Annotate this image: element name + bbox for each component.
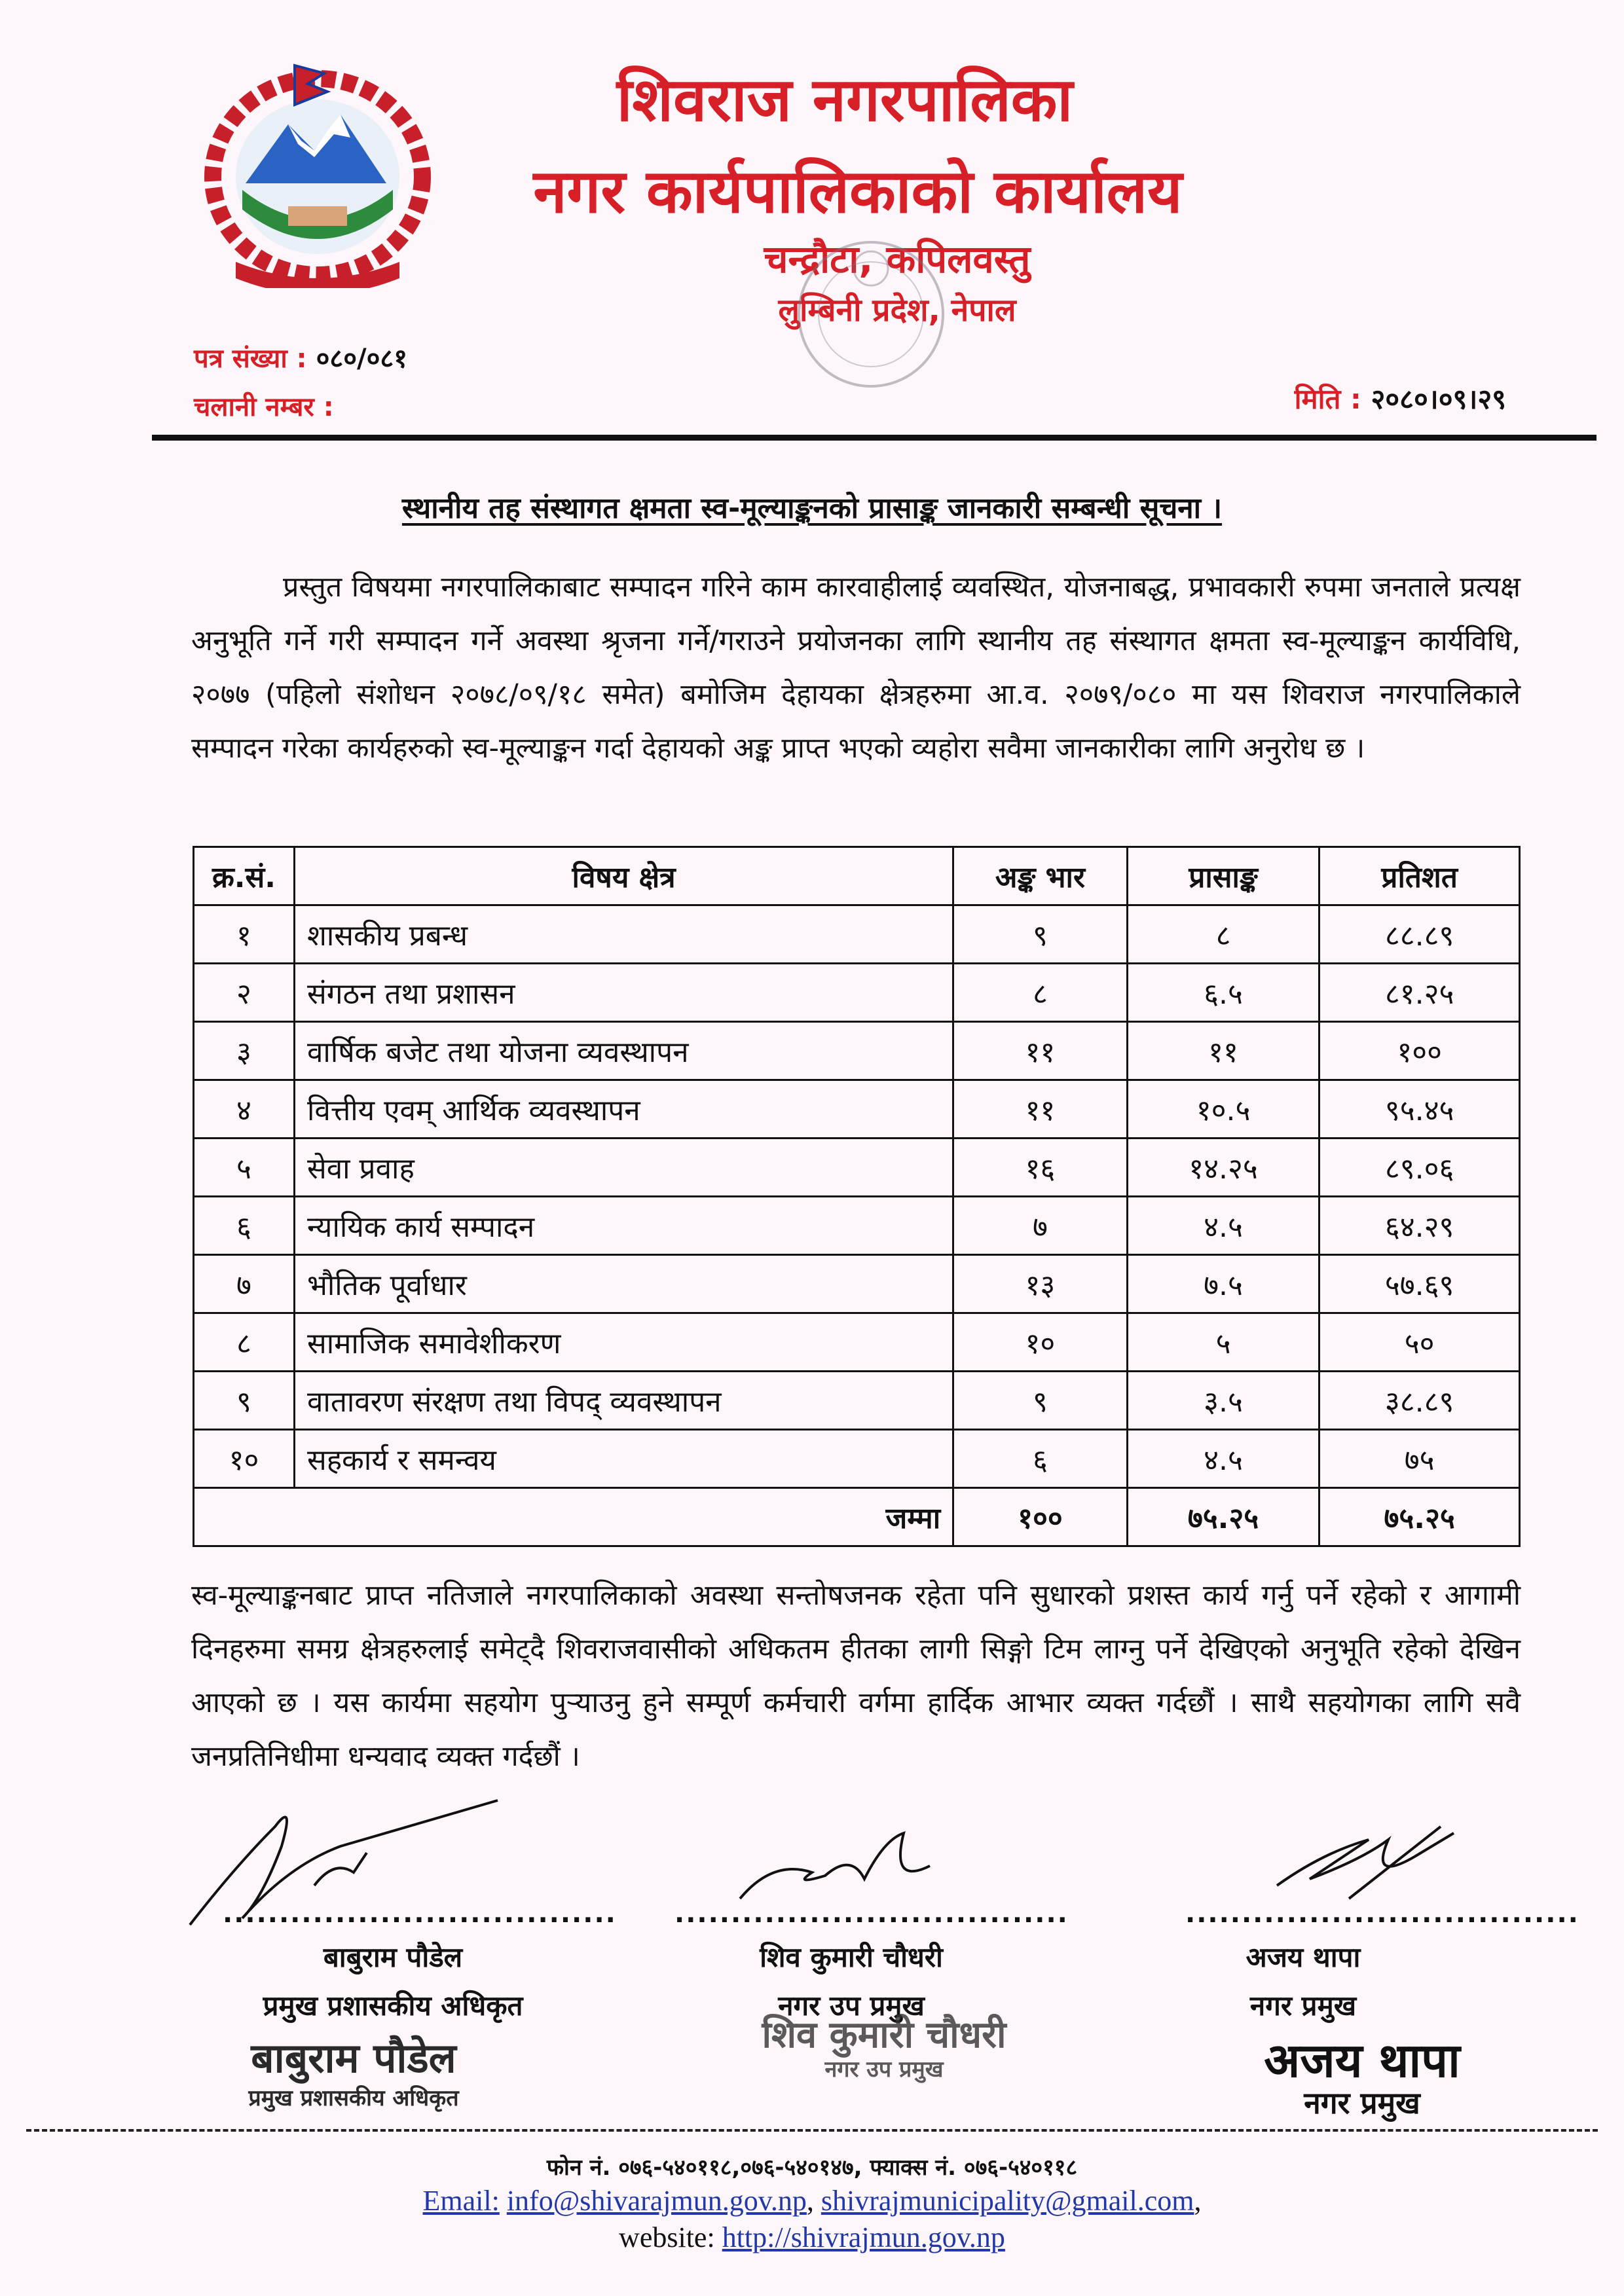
- left-name-stamp: बाबुराम पौडेल: [251, 2034, 456, 2082]
- intro-paragraph: प्रस्तुत विषयमा नगरपालिकाबाट सम्पादन गरिने काम कारवाहीलाई व्यवस्थित, योजनाबद्ध, प्रभावकारी रुपमा जनताले प्रत्यक्ष अनुभूति गर्ने गरी सम्पादन गर्ने अवस्था श्रृजना गर्ने/गराउने प्रयोजनका लागि स्थानीय तह संस्थागत क्षमता स्व-मूल्याङ्कन कार्यविधि, २०७७ (पहिलो संशोधन २०७८/०९/१८ समेत) बमोजिम देहायका क्षेत्रहरुमा आ.व. २०७९/०८० मा यस शिवराज नगरपालिकाले सम्पादन गरेका कार्यहरुको स्व-मूल्याङ्कन गर्दा देहायको अङ्क प्राप्त भएको व्यहोरा सवैमा जानकारीका लागि अनुरोध छ ।: [191, 571, 1521, 765]
- cell-area: संगठन तथा प्रशासन: [294, 964, 953, 1022]
- cell-serial: २: [194, 964, 295, 1022]
- cell-score: ३.५: [1127, 1372, 1320, 1430]
- cell-area: वित्तीय एवम् आर्थिक व्यवस्थापन: [294, 1080, 953, 1139]
- middle-name-stamp: शिव कुमारी चौधरी: [762, 2014, 1006, 2056]
- letter-date: [1295, 380, 1506, 417]
- cell-serial: १: [194, 905, 295, 964]
- middle-signatory-title: नगर उप प्रमुख: [778, 1990, 925, 2022]
- letter-number-label: पत्र संख्या :: [194, 344, 307, 374]
- cell-serial: ४: [194, 1080, 295, 1139]
- cell-weight: १०: [953, 1313, 1128, 1372]
- table-row: [194, 1139, 1520, 1197]
- table-row: [194, 1022, 1520, 1080]
- right-signature-line: ...................................: [1185, 1899, 1579, 1929]
- municipality-name: शिवराज नगरपालिका: [616, 65, 1073, 135]
- cell-area: सामाजिक समावेशीकरण: [294, 1313, 953, 1372]
- table-header-row: [194, 847, 1520, 905]
- cell-serial: ६: [194, 1197, 295, 1255]
- table-row: [194, 1313, 1520, 1372]
- table-row: [194, 1372, 1520, 1430]
- cell-weight: १६: [953, 1139, 1128, 1197]
- assessment-table: [193, 846, 1521, 1547]
- left-signature-line: ...................................: [223, 1899, 617, 1929]
- cell-weight: ९: [953, 1372, 1128, 1430]
- left-title-stamp: प्रमुख प्रशासकीय अधिकृत: [248, 2085, 459, 2111]
- office-location: चन्द्रौटा, कपिलवस्तु: [764, 237, 1031, 282]
- cell-weight: १३: [953, 1255, 1128, 1313]
- email-separator: ,: [806, 2185, 814, 2217]
- letter-number: [194, 339, 407, 375]
- cell-area: सहकार्य र समन्वय: [294, 1430, 953, 1488]
- cell-area: न्यायिक कार्य सम्पादन: [294, 1197, 953, 1255]
- closing-paragraph: स्व-मूल्याङ्कनबाट प्राप्त नतिजाले नगरपालिकाको अवस्था सन्तोषजनक रहेता पनि सुधारको प्रशस्त कार्य गर्नु पर्ने रहेको र आगामी दिनहरुमा समग्र क्षेत्रहरुलाई समेट्दै शिवराजवासीको अधिकतम हीतका लागी सिङ्गो टिम लाग्नु पर्ने देखिएको अनुभूति रहेको देखिन आएको छ । यस कार्यमा सहयोग पुऱ्याउनु हुने सम्पूर्ण कर्मचारी वर्गमा हार्दिक आभार व्यक्त गर्दछौं । साथै सहयोगका लागि सवै जनप्रतिनिधीमा धन्यवाद व्यक्त गर्दछौं ।: [191, 1579, 1521, 1773]
- email-link-primary[interactable]: info@shivarajmun.gov.np: [506, 2185, 807, 2217]
- cell-score: ४.५: [1127, 1430, 1320, 1488]
- header-divider: [152, 435, 1596, 441]
- cell-area: शासकीय प्रबन्ध: [294, 905, 953, 964]
- email-link-secondary[interactable]: shivrajmunicipality@gmail.com: [821, 2185, 1194, 2217]
- cell-weight: ११: [953, 1022, 1128, 1080]
- total-percent: ७५.२५: [1320, 1488, 1520, 1546]
- footer-website-line: [0, 2221, 1624, 2254]
- letter-number-value: ०८०/०८१: [316, 344, 408, 374]
- cell-serial: ९: [194, 1372, 295, 1430]
- middle-signatory-name: शिव कुमारी चौधरी: [760, 1941, 943, 1973]
- cell-weight: ११: [953, 1080, 1128, 1139]
- total-label: जम्मा: [194, 1488, 953, 1546]
- table-row: [194, 964, 1520, 1022]
- cell-score: ७.५: [1127, 1255, 1320, 1313]
- middle-title-stamp: नगर उप प्रमुख: [824, 2056, 944, 2083]
- cell-serial: ३: [194, 1022, 295, 1080]
- cell-percent: ६४.२९: [1320, 1197, 1520, 1255]
- website-label: website:: [619, 2221, 715, 2253]
- dispatch-number-label: चलानी नम्बर :: [194, 392, 334, 422]
- table-row: [194, 905, 1520, 964]
- left-signatory-title: प्रमुख प्रशासकीय अधिकृत: [263, 1990, 523, 2022]
- table-row: [194, 1430, 1520, 1488]
- total-score: ७५.२५: [1127, 1488, 1320, 1546]
- cell-percent: ७५: [1320, 1430, 1520, 1488]
- notice-subject: [0, 487, 1624, 526]
- cell-percent: ८९.०६: [1320, 1139, 1520, 1197]
- office-province: लुम्बिनी प्रदेश, नेपाल: [778, 292, 1016, 329]
- footer-divider: [26, 2129, 1598, 2132]
- dispatch-number: [194, 388, 334, 424]
- header-weight: अङ्क भार: [953, 847, 1128, 905]
- total-weight: १००: [953, 1488, 1128, 1546]
- cell-percent: ५७.६९: [1320, 1255, 1520, 1313]
- date-label: मिति :: [1294, 383, 1361, 415]
- cell-score: ४.५: [1127, 1197, 1320, 1255]
- cell-area: सेवा प्रवाह: [294, 1139, 953, 1197]
- middle-signature-line: ...................................: [674, 1899, 1069, 1929]
- table-row: [194, 1197, 1520, 1255]
- cell-weight: ९: [953, 905, 1128, 964]
- cell-area: भौतिक पूर्वाधार: [294, 1255, 953, 1313]
- cell-percent: ८१.२५: [1320, 964, 1520, 1022]
- cell-weight: ६: [953, 1430, 1128, 1488]
- right-signature-icon: [1270, 1813, 1467, 1912]
- right-title-stamp: नगर प्रमुख: [1304, 2085, 1420, 2121]
- header-score: प्रासाङ्क: [1127, 847, 1320, 905]
- header-percent: प्रतिशत: [1320, 847, 1520, 905]
- cell-score: ८: [1127, 905, 1320, 964]
- cell-percent: ३८.८९: [1320, 1372, 1520, 1430]
- cell-serial: १०: [194, 1430, 295, 1488]
- cell-percent: ८८.८९: [1320, 905, 1520, 964]
- table-row: [194, 1255, 1520, 1313]
- email-end: ,: [1194, 2185, 1202, 2217]
- cell-area: वार्षिक बजेट तथा योजना व्यवस्थापन: [294, 1022, 953, 1080]
- cell-score: १४.२५: [1127, 1139, 1320, 1197]
- cell-serial: ७: [194, 1255, 295, 1313]
- cell-weight: ८: [953, 964, 1128, 1022]
- footer-email-line: [0, 2184, 1624, 2217]
- website-link[interactable]: http://shivrajmun.gov.np: [722, 2221, 1005, 2253]
- email-label: Email:: [422, 2185, 500, 2217]
- cell-score: ६.५: [1127, 964, 1320, 1022]
- subject-text: स्थानीय तह संस्थागत क्षमता स्व-मूल्याङ्कनको प्रासाङ्क जानकारी सम्बन्धी सूचना ।: [401, 492, 1223, 525]
- right-signatory-title: नगर प्रमुख: [1249, 1990, 1357, 2022]
- cell-percent: ९५.४५: [1320, 1080, 1520, 1139]
- cell-score: ५: [1127, 1313, 1320, 1372]
- right-signatory-name: अजय थापा: [1246, 1941, 1361, 1973]
- table-total-row: [194, 1488, 1520, 1546]
- date-value: २०८०।०९।२९: [1371, 383, 1506, 415]
- office-name: नगर कार्यपालिकाको कार्यालय: [533, 156, 1183, 227]
- cell-score: १०.५: [1127, 1080, 1320, 1139]
- cell-weight: ७: [953, 1197, 1128, 1255]
- cell-percent: ५०: [1320, 1313, 1520, 1372]
- left-signatory-name: बाबुराम पौडेल: [323, 1941, 463, 1973]
- table-row: [194, 1080, 1520, 1139]
- cell-serial: ५: [194, 1139, 295, 1197]
- header-area: विषय क्षेत्र: [294, 847, 953, 905]
- municipality-seal-icon: [786, 223, 956, 406]
- cell-percent: १००: [1320, 1022, 1520, 1080]
- footer-phone: फोन नं. ०७६-५४०११८,०७६-५४०१४७, फ्याक्स नं. ०७६-५४०११८: [546, 2155, 1078, 2181]
- header-serial: क्र.सं.: [194, 847, 295, 905]
- cell-serial: ८: [194, 1313, 295, 1372]
- cell-area: वातावरण संरक्षण तथा विपद् व्यवस्थापन: [294, 1372, 953, 1430]
- right-name-stamp: अजय थापा: [1264, 2033, 1460, 2088]
- cell-score: ११: [1127, 1022, 1320, 1080]
